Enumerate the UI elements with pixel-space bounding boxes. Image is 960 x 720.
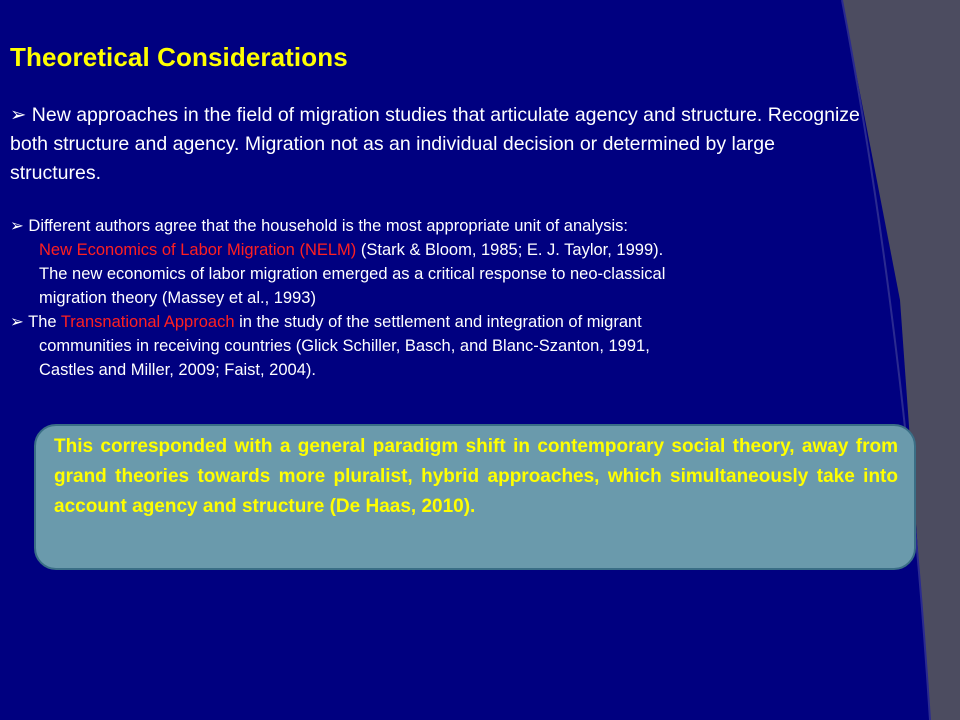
bullet-intro: Different authors agree that the household is the most appropriate unit of analysis: xyxy=(28,217,628,235)
highlight-nelm: New Economics of Labor Migration (NELM) xyxy=(39,241,357,259)
highlight-transnational: Transnational Approach xyxy=(60,313,235,331)
bullet-transnational-line: Castles and Miller, 2009; Faist, 2004). xyxy=(39,361,316,379)
bullet-list-small xyxy=(10,214,890,382)
arrow-bullet-icon: ➢ xyxy=(10,103,27,126)
bullet-transnational xyxy=(10,310,890,334)
callout-box xyxy=(34,424,916,570)
bullet-household-line: The new economics of labor migration emerged as a critical response to neo-classical xyxy=(39,265,666,283)
callout-text: This corresponded with a general paradigm shift in contemporary social theory, away from grand theories towards more pluralist, hybrid approaches, which simultaneously take into account agency and structure (De Haas, 2010). xyxy=(54,436,898,517)
bullet-prefix: The xyxy=(23,313,61,331)
slide-title: Theoretical Considerations xyxy=(10,42,348,72)
bullet-transnational-line: communities in receiving countries (Glick Schiller, Basch, and Blanc-Szanton, 1991, xyxy=(39,337,650,355)
bullet-new-approaches xyxy=(10,100,870,188)
arrow-bullet-icon: ➢ xyxy=(10,216,24,235)
bullet-household-line xyxy=(10,238,890,262)
nelm-citation: (Stark & Bloom, 1985; E. J. Taylor, 1999). xyxy=(356,241,664,259)
bullet-household xyxy=(10,214,890,238)
bullet-household-line: migration theory (Massey et al., 1993) xyxy=(39,289,316,307)
bullet-text: New approaches in the field of migration studies that articulate agency and structure. Recognize both structure and agency. Migration not as an individual decision or determined by large structures. xyxy=(10,104,860,184)
arrow-bullet-icon: ➢ xyxy=(10,312,24,331)
transnational-text: in the study of the settlement and integration of migrant xyxy=(234,313,642,331)
